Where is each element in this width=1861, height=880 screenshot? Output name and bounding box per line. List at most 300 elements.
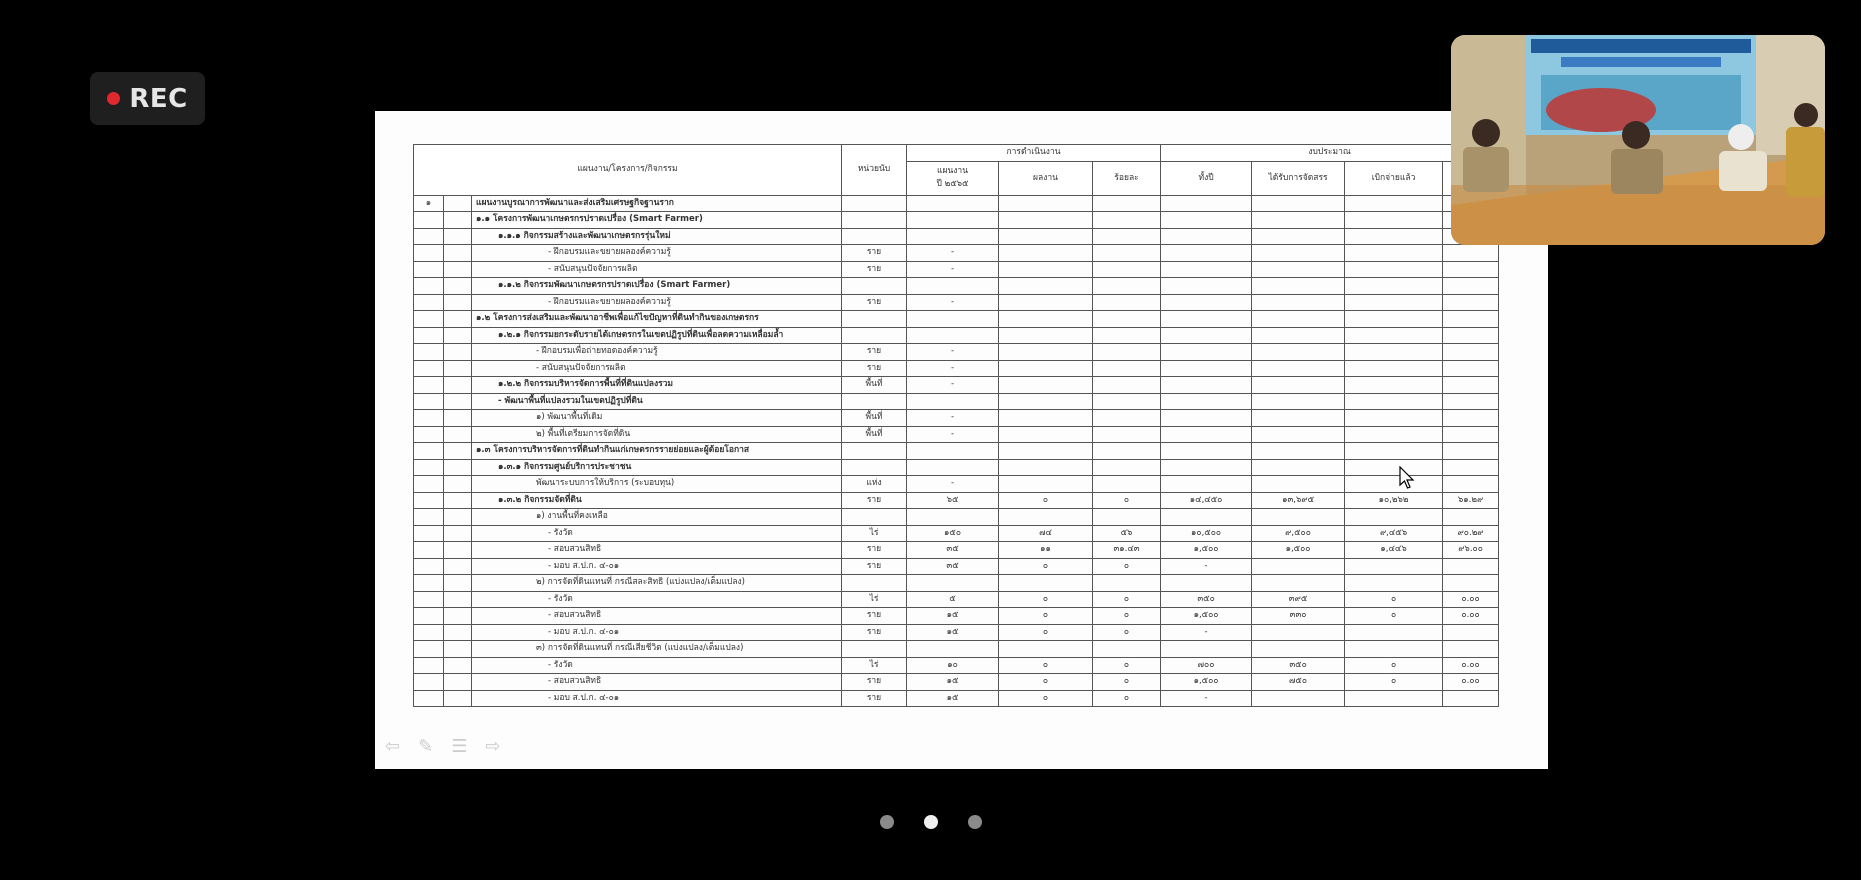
row-plan [907, 509, 999, 526]
row-budget-allocated [1252, 195, 1345, 212]
table-row [414, 657, 1499, 674]
pager-dot-1[interactable] [880, 815, 894, 829]
row-percent [1093, 509, 1161, 526]
table-row [414, 608, 1499, 625]
row-percent [1093, 377, 1161, 394]
row-result [999, 393, 1093, 410]
row-budget-allocated [1252, 558, 1345, 575]
row-unit: ไร่ [842, 657, 907, 674]
header-bud-year: ทั้งปี [1161, 161, 1252, 195]
row-percent [1093, 344, 1161, 361]
row-percent [1093, 360, 1161, 377]
row-budget-allocated: ๗๕๐ [1252, 674, 1345, 691]
row-label: - ฝึกอบรมเพื่อถ่ายทอดองค์ความรู้ [472, 344, 842, 361]
table-row [414, 311, 1499, 328]
row-plan: - [907, 426, 999, 443]
budget-table [413, 144, 1499, 707]
row-budget-allocated [1252, 228, 1345, 245]
row-budget-allocated [1252, 426, 1345, 443]
row-budget-year [1161, 459, 1252, 476]
row-plan [907, 212, 999, 229]
row-percent [1093, 410, 1161, 427]
row-number [414, 690, 444, 707]
row-unit: ราย [842, 492, 907, 509]
row-budget-disbursed [1345, 195, 1443, 212]
row-unit [842, 278, 907, 295]
row-budget-allocated [1252, 443, 1345, 460]
header-bud-disbursed: เบิกจ่ายแล้ว [1345, 161, 1443, 195]
row-percent: ๓๑.๔๓ [1093, 542, 1161, 559]
pager-dot-2[interactable] [924, 815, 938, 829]
row-percent [1093, 393, 1161, 410]
row-budget-disbursed [1345, 641, 1443, 658]
row-indent [444, 641, 472, 658]
row-number [414, 608, 444, 625]
row-plan: ๑๕ [907, 690, 999, 707]
row-budget-disbursed: ๐ [1345, 608, 1443, 625]
header-op-plan-l1: แผนงาน [937, 166, 969, 176]
record-dot-icon [107, 92, 120, 105]
row-unit: พื้นที่ [842, 426, 907, 443]
row-result: ๑๑ [999, 542, 1093, 559]
table-row [414, 327, 1499, 344]
menu-icon[interactable]: ☰ [451, 736, 468, 757]
row-budget-extra: ๐.๐๐ [1443, 657, 1499, 674]
row-budget-disbursed: ๐ [1345, 674, 1443, 691]
row-plan: - [907, 410, 999, 427]
row-indent [444, 459, 472, 476]
row-budget-disbursed [1345, 327, 1443, 344]
row-budget-year [1161, 443, 1252, 460]
row-budget-allocated [1252, 690, 1345, 707]
shared-document [375, 111, 1548, 769]
table-row [414, 245, 1499, 262]
row-indent [444, 311, 472, 328]
row-number [414, 476, 444, 493]
row-number [414, 294, 444, 311]
row-plan: - [907, 377, 999, 394]
row-number [414, 261, 444, 278]
row-budget-disbursed [1345, 294, 1443, 311]
row-unit [842, 459, 907, 476]
participant-video[interactable] [1451, 35, 1825, 245]
row-budget-extra [1443, 377, 1499, 394]
row-label: - สนับสนุนปัจจัยการผลิต [472, 261, 842, 278]
row-budget-disbursed [1345, 245, 1443, 262]
row-percent: ๐ [1093, 657, 1161, 674]
row-number [414, 327, 444, 344]
row-number [414, 245, 444, 262]
row-indent [444, 426, 472, 443]
row-budget-disbursed: ๐ [1345, 591, 1443, 608]
row-unit: พื้นที่ [842, 377, 907, 394]
pager-dot-3[interactable] [968, 815, 982, 829]
row-budget-disbursed [1345, 558, 1443, 575]
table-row [414, 443, 1499, 460]
row-result [999, 476, 1093, 493]
row-label: - รังวัด [472, 657, 842, 674]
row-indent [444, 261, 472, 278]
row-percent [1093, 575, 1161, 592]
row-plan [907, 443, 999, 460]
row-budget-extra [1443, 476, 1499, 493]
row-percent: ๐ [1093, 558, 1161, 575]
row-number [414, 360, 444, 377]
row-result: ๐ [999, 657, 1093, 674]
video-feed-image [1451, 35, 1825, 245]
table-row [414, 558, 1499, 575]
row-label: ๒) พื้นที่เตรียมการจัดที่ดิน [472, 426, 842, 443]
row-budget-extra: ๐.๐๐ [1443, 591, 1499, 608]
row-result: ๐ [999, 558, 1093, 575]
row-indent [444, 591, 472, 608]
row-number [414, 344, 444, 361]
row-budget-allocated [1252, 393, 1345, 410]
row-label: ๒) การจัดที่ดินแทนที่ กรณีสละสิทธิ (แบ่งแปลง/เต็มแปลง) [472, 575, 842, 592]
row-result [999, 509, 1093, 526]
row-result [999, 459, 1093, 476]
row-number [414, 228, 444, 245]
row-budget-extra [1443, 261, 1499, 278]
row-indent [444, 575, 472, 592]
row-indent [444, 476, 472, 493]
row-budget-extra [1443, 360, 1499, 377]
row-label: ๑) งานพื้นที่คงเหลือ [472, 509, 842, 526]
row-number [414, 492, 444, 509]
row-budget-disbursed [1345, 377, 1443, 394]
row-budget-extra [1443, 509, 1499, 526]
row-budget-disbursed [1345, 459, 1443, 476]
row-number [414, 393, 444, 410]
table-row [414, 212, 1499, 229]
row-plan: - [907, 245, 999, 262]
row-unit [842, 228, 907, 245]
row-label: ๓) การจัดที่ดินแทนที่ กรณีเสียชีวิต (แบ่งแปลง/เต็มแปลง) [472, 641, 842, 658]
row-plan: - [907, 344, 999, 361]
row-unit: ราย [842, 294, 907, 311]
row-budget-year [1161, 575, 1252, 592]
pen-icon[interactable]: ✎ [418, 736, 434, 757]
row-budget-disbursed [1345, 212, 1443, 229]
row-budget-disbursed: ๑๐,๒๖๒ [1345, 492, 1443, 509]
row-budget-disbursed [1345, 360, 1443, 377]
row-budget-extra [1443, 311, 1499, 328]
row-result [999, 311, 1093, 328]
row-budget-year: ๑,๕๐๐ [1161, 674, 1252, 691]
row-label: - รังวัด [472, 525, 842, 542]
row-label: - พัฒนาพื้นที่แปลงรวมในเขตปฏิรูปที่ดิน [472, 393, 842, 410]
row-unit [842, 311, 907, 328]
row-indent [444, 360, 472, 377]
header-op-result: ผลงาน [999, 161, 1093, 195]
row-unit: ราย [842, 261, 907, 278]
row-label: ๑.๒.๒ กิจกรรมบริหารจัดการพื้นที่ที่ดินแปลงรวม [472, 377, 842, 394]
row-budget-extra [1443, 393, 1499, 410]
table-row [414, 360, 1499, 377]
row-plan: ๑๕ [907, 608, 999, 625]
row-budget-year [1161, 311, 1252, 328]
row-unit: ราย [842, 542, 907, 559]
header-op-percent: ร้อยละ [1093, 161, 1161, 195]
row-number [414, 641, 444, 658]
row-label: ๑.๓ โครงการบริหารจัดการที่ดินทำกินแก่เกษตรกรรายย่อยและผู้ด้อยโอกาส [472, 443, 842, 460]
row-unit [842, 575, 907, 592]
row-budget-year [1161, 245, 1252, 262]
table-row [414, 344, 1499, 361]
row-plan: ๕ [907, 591, 999, 608]
row-plan [907, 575, 999, 592]
row-indent [444, 327, 472, 344]
row-budget-allocated: ๙,๕๐๐ [1252, 525, 1345, 542]
row-plan: ๑๕ [907, 674, 999, 691]
row-number [414, 459, 444, 476]
row-budget-disbursed [1345, 393, 1443, 410]
row-label: ๑.๓.๒ กิจกรรมจัดที่ดิน [472, 492, 842, 509]
row-plan: - [907, 360, 999, 377]
row-result [999, 360, 1093, 377]
row-number [414, 591, 444, 608]
row-unit: ราย [842, 344, 907, 361]
table-row [414, 476, 1499, 493]
row-budget-extra [1443, 641, 1499, 658]
table-row [414, 228, 1499, 245]
row-budget-extra [1443, 459, 1499, 476]
row-result: ๐ [999, 492, 1093, 509]
row-plan: ๖๕ [907, 492, 999, 509]
row-budget-extra: ๐.๐๐ [1443, 674, 1499, 691]
row-budget-allocated [1252, 327, 1345, 344]
row-label: - มอบ ส.ป.ก. ๔-๐๑ [472, 624, 842, 641]
row-budget-disbursed [1345, 410, 1443, 427]
row-budget-disbursed [1345, 228, 1443, 245]
row-unit [842, 195, 907, 212]
row-percent [1093, 278, 1161, 295]
table-row [414, 195, 1499, 212]
row-plan: ๓๕ [907, 542, 999, 559]
row-budget-extra [1443, 410, 1499, 427]
row-plan [907, 278, 999, 295]
header-op-plan-l2: ปี ๒๕๖๕ [936, 179, 969, 189]
row-budget-year [1161, 476, 1252, 493]
row-indent [444, 195, 472, 212]
row-budget-allocated: ๓๕๐ [1252, 657, 1345, 674]
row-budget-year [1161, 393, 1252, 410]
row-percent [1093, 311, 1161, 328]
row-percent [1093, 459, 1161, 476]
row-plan: - [907, 476, 999, 493]
row-unit: ราย [842, 360, 907, 377]
row-plan [907, 327, 999, 344]
row-indent [444, 690, 472, 707]
row-budget-year: ๑๔,๔๕๐ [1161, 492, 1252, 509]
row-budget-year: ๗๐๐ [1161, 657, 1252, 674]
row-unit [842, 393, 907, 410]
row-number [414, 558, 444, 575]
row-percent [1093, 641, 1161, 658]
row-unit [842, 212, 907, 229]
row-percent: ๕๖ [1093, 525, 1161, 542]
table-row [414, 591, 1499, 608]
row-unit: ไร่ [842, 525, 907, 542]
row-unit: แห่ง [842, 476, 907, 493]
arrow-right-icon[interactable]: ⇨ [485, 736, 501, 757]
row-budget-allocated [1252, 278, 1345, 295]
row-budget-allocated [1252, 459, 1345, 476]
row-budget-allocated [1252, 575, 1345, 592]
row-budget-allocated: ๓๓๐ [1252, 608, 1345, 625]
row-number [414, 410, 444, 427]
row-budget-extra [1443, 624, 1499, 641]
table-row [414, 278, 1499, 295]
row-label: ๑.๒.๑ กิจกรรมยกระดับรายได้เกษตรกรในเขตปฏิรูปที่ดินเพื่อลดความเหลื่อมล้ำ [472, 327, 842, 344]
row-indent [444, 492, 472, 509]
arrow-left-icon[interactable]: ⇦ [385, 736, 401, 757]
row-plan [907, 311, 999, 328]
row-indent [444, 377, 472, 394]
row-result [999, 377, 1093, 394]
row-budget-disbursed [1345, 443, 1443, 460]
row-result [999, 195, 1093, 212]
table-row [414, 410, 1499, 427]
row-budget-year [1161, 327, 1252, 344]
row-number [414, 542, 444, 559]
row-budget-year [1161, 509, 1252, 526]
row-budget-year: - [1161, 690, 1252, 707]
row-budget-year: ๓๕๐ [1161, 591, 1252, 608]
row-plan [907, 393, 999, 410]
row-budget-extra: ๐.๐๐ [1443, 608, 1499, 625]
row-indent [444, 657, 472, 674]
mouse-cursor-icon [1399, 466, 1415, 490]
row-unit: ราย [842, 674, 907, 691]
table-row [414, 690, 1499, 707]
table-row [414, 459, 1499, 476]
row-unit [842, 641, 907, 658]
row-budget-allocated [1252, 377, 1345, 394]
row-budget-year [1161, 261, 1252, 278]
row-result [999, 410, 1093, 427]
row-budget-extra [1443, 690, 1499, 707]
row-result [999, 641, 1093, 658]
row-label: ๑.๓.๑ กิจกรรมศูนย์บริการประชาชน [472, 459, 842, 476]
row-unit: ราย [842, 558, 907, 575]
row-budget-allocated [1252, 476, 1345, 493]
row-percent [1093, 294, 1161, 311]
row-result [999, 278, 1093, 295]
row-budget-extra [1443, 344, 1499, 361]
row-budget-extra: ๙๖.๐๐ [1443, 542, 1499, 559]
row-unit: ราย [842, 690, 907, 707]
row-number [414, 311, 444, 328]
row-budget-disbursed: ๙,๔๕๖ [1345, 525, 1443, 542]
row-percent [1093, 245, 1161, 262]
row-label: - สนับสนุนปัจจัยการผลิต [472, 360, 842, 377]
table-row [414, 641, 1499, 658]
row-budget-disbursed [1345, 624, 1443, 641]
row-number [414, 377, 444, 394]
row-plan: ๓๕ [907, 558, 999, 575]
row-number [414, 278, 444, 295]
row-budget-year [1161, 278, 1252, 295]
row-result [999, 212, 1093, 229]
row-label: ๑.๑.๑ กิจกรรมสร้างและพัฒนาเกษตรกรรุ่นใหม่ [472, 228, 842, 245]
slide-toolbar [385, 736, 500, 757]
row-percent [1093, 443, 1161, 460]
row-number [414, 443, 444, 460]
row-budget-disbursed [1345, 476, 1443, 493]
row-percent: ๐ [1093, 492, 1161, 509]
row-budget-year: - [1161, 624, 1252, 641]
row-result [999, 426, 1093, 443]
row-plan [907, 228, 999, 245]
row-budget-year [1161, 294, 1252, 311]
row-budget-disbursed [1345, 426, 1443, 443]
row-result: ๗๔ [999, 525, 1093, 542]
row-unit: ราย [842, 624, 907, 641]
row-budget-allocated: ๓๙๕ [1252, 591, 1345, 608]
row-budget-year [1161, 641, 1252, 658]
row-result [999, 327, 1093, 344]
row-result: ๐ [999, 608, 1093, 625]
row-budget-allocated [1252, 245, 1345, 262]
row-budget-allocated [1252, 294, 1345, 311]
row-plan: ๑๕๐ [907, 525, 999, 542]
table-row [414, 674, 1499, 691]
row-result [999, 344, 1093, 361]
row-unit: ไร่ [842, 591, 907, 608]
row-number [414, 212, 444, 229]
row-indent [444, 410, 472, 427]
row-result [999, 228, 1093, 245]
row-budget-year: - [1161, 558, 1252, 575]
row-result: ๐ [999, 624, 1093, 641]
table-row [414, 575, 1499, 592]
row-budget-disbursed: ๐ [1345, 657, 1443, 674]
row-budget-extra [1443, 278, 1499, 295]
row-budget-allocated [1252, 261, 1345, 278]
row-result [999, 443, 1093, 460]
row-label: - รังวัด [472, 591, 842, 608]
row-budget-allocated [1252, 410, 1345, 427]
row-label: ๑.๑.๒ กิจกรรมพัฒนาเกษตรกรปราดเปรื่อง (Smart Farmer) [472, 278, 842, 295]
row-indent [444, 278, 472, 295]
row-budget-allocated: ๑๓,๖๙๕ [1252, 492, 1345, 509]
row-budget-extra [1443, 443, 1499, 460]
row-budget-extra [1443, 575, 1499, 592]
row-budget-extra [1443, 294, 1499, 311]
row-result [999, 575, 1093, 592]
row-percent: ๐ [1093, 674, 1161, 691]
row-budget-extra: ๖๑.๒๙ [1443, 492, 1499, 509]
row-budget-allocated [1252, 360, 1345, 377]
row-number [414, 657, 444, 674]
row-budget-allocated [1252, 509, 1345, 526]
row-number [414, 509, 444, 526]
row-budget-allocated [1252, 212, 1345, 229]
row-label: - ฝึกอบรมและขยายผลองค์ความรู้ [472, 245, 842, 262]
row-percent [1093, 476, 1161, 493]
header-bud-allocated: ได้รับการจัดสรร [1252, 161, 1345, 195]
row-budget-allocated [1252, 641, 1345, 658]
row-percent: ๐ [1093, 591, 1161, 608]
row-label: ๑.๑ โครงการพัฒนาเกษตรกรปราดเปรื่อง (Smart Farmer) [472, 212, 842, 229]
row-number [414, 624, 444, 641]
row-label: - มอบ ส.ป.ก. ๔-๐๑ [472, 558, 842, 575]
row-label: ๑.๒ โครงการส่งเสริมและพัฒนาอาชีพเพื่อแก้ไขปัญหาที่ดินทำกินของเกษตรกร [472, 311, 842, 328]
row-unit [842, 443, 907, 460]
row-result [999, 245, 1093, 262]
row-indent [444, 344, 472, 361]
